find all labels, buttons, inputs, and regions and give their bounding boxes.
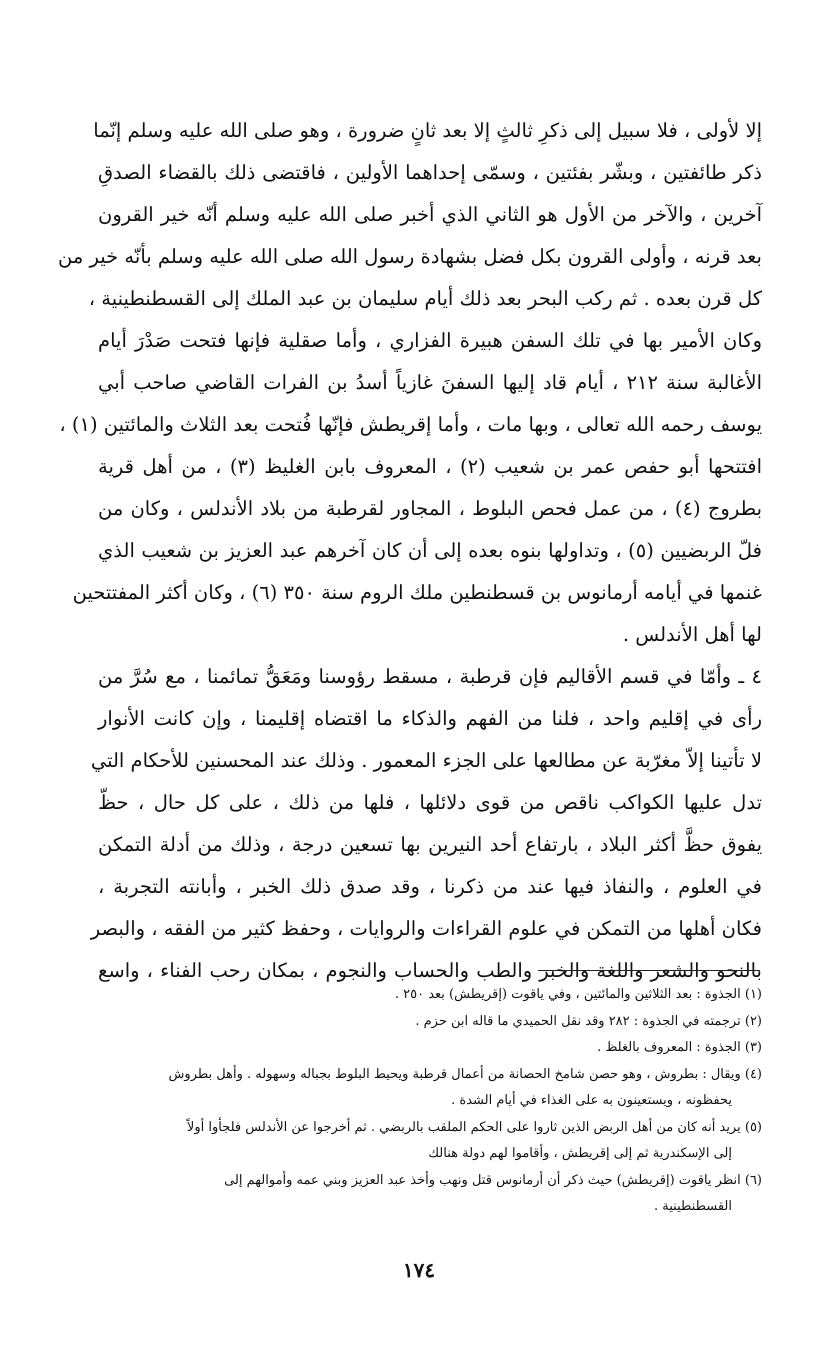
text-line: وكان الأمير بها في تلك السفن هبيرة الفزاري ، وأما صقلية فإنها فتحت صَدْرَ أيام bbox=[98, 329, 762, 352]
footnote-6: (٦) انظر ياقوت (إقريطش) حيث ذكر أن أرمانوس قتل ونهب وأخذ عبد العزيز وبني عمه وأموالهم إلى bbox=[224, 1172, 762, 1188]
text-line: تدل عليها الكواكب ناقص من قوى دلائلها ، فلها من ذلك ، على كل حال ، حظّ bbox=[98, 791, 762, 814]
main-text-block bbox=[58, 110, 763, 992]
text-line: إلا لأولى ، فلا سبيل إلى ذكرِ ثالثٍ إلا بعد ثانٍ ضرورة ، وهو صلى الله عليه وسلم إنّما bbox=[93, 119, 762, 142]
text-line: بطروج (٤) ، من عمل فحص البلوط ، المجاور لقرطبة من بلاد الأندلس ، وكان من bbox=[98, 497, 763, 520]
footnote-5-continued: إلى الإسكندرية ثم إلى إقريطش ، وأقاموا لهم دولة هنالك bbox=[428, 1146, 732, 1161]
text-line: فكان أهلها من التمكن في علوم القراءات والروايات ، وحفظ كثير من الفقه ، والبصر bbox=[90, 917, 762, 940]
page-number: ١٧٤ bbox=[402, 1258, 436, 1282]
text-line: رأى في إقليم واحد ، فلنا من الفهم والذكاء ما اقتضاه إقليمنا ، وإن كانت الأنوار bbox=[98, 707, 762, 730]
text-line: آخرين ، والآخر من الأول هو الثاني الذي أخبر صلى الله عليه وسلم أنّه خير القرون bbox=[98, 203, 762, 226]
text-line: يوسف رحمه الله تعالى ، وبها مات ، وأما إقريطش فإنّها فُتحت بعد الثلاث والمائتين (١) ، bbox=[59, 413, 762, 436]
footnote-1: (١) الجذوة : بعد الثلاثين والمائتين ، وفي ياقوت (إقريطش) بعد ٢٥٠ . bbox=[394, 987, 762, 1002]
text-line: الأغالبة سنة ٢١٢ ، أيام قاد إليها السفنَ غازياً أسدُ بن الفرات القاضي صاحب أبي bbox=[98, 371, 762, 394]
text-line: بعد قرنه ، وأولى القرون بكل فضل بشهادة رسول الله صلى الله عليه وسلم بأنّه خير من bbox=[58, 245, 762, 268]
text-line-paragraph-start: ٤ ـ وأمّا في قسم الأقاليم فإن قرطبة ، مسقط رؤوسنا ومَعَقُّ تمائمنا ، مع سُرَّ من bbox=[98, 665, 762, 688]
footnote-4: (٤) ويقال : بطروش ، وهو حصن شامخ الحصانة من أعمال قرطبة ويحيط البلوط بجباله وسهوله . وأهل بطروش bbox=[168, 1066, 762, 1082]
text-line: في العلوم ، والنفاذ فيها عند من ذكرنا ، وقد صدق ذلك الخبر ، وأبانته التجربة ، bbox=[98, 875, 762, 898]
text-line: بالنحو والشعر واللغة والخبر والطب والحساب والنجوم ، بمكان رحب الفناء ، واسع bbox=[98, 959, 762, 982]
footnote-2: (٢) ترجمته في الجذوة : ٢٨٢ وقد نقل الحميدي ما قاله ابن حزم . bbox=[415, 1013, 762, 1029]
text-line-paragraph-end: لها أهل الأندلس . bbox=[622, 623, 762, 646]
text-line: فلّ الربضيين (٥) ، وتداولها بنوه بعده إلى أن كان آخرهم عبد العزيز بن شعيب الذي bbox=[98, 539, 762, 562]
footnote-divider bbox=[538, 970, 760, 971]
footnotes-block bbox=[102, 982, 762, 1221]
footnote-6-continued: القسطنطينية . bbox=[654, 1199, 732, 1214]
text-line: يفوق حظَّ أكثر البلاد ، بارتفاع أحد النيرين بها تسعين درجة ، وذلك من أدلة التمكن bbox=[98, 833, 762, 856]
text-line: افتتحها أبو حفص عمر بن شعيب (٢) ، المعروف بابن الغليظ (٣) ، من أهل قرية bbox=[98, 455, 763, 478]
text-line: كل قرن بعده . ثم ركب البحر بعد ذلك أيام سليمان بن عبد الملك إلى القسطنطينية ، bbox=[88, 287, 762, 310]
footnote-5: (٥) يريد أنه كان من أهل الربض الذين ثاروا على الحكم الملقب بالربضي . ثم أخرجوا عن الأندلس فلجأوا أولاً bbox=[186, 1119, 762, 1135]
text-line: لا تأتينا إلاّ مغرّبة عن مطالعها على الجزء المعمور . وذلك عند المحسنين للأحكام التي bbox=[90, 749, 762, 772]
footnote-3: (٣) الجذوة : المعروف بالغلظ . bbox=[597, 1040, 762, 1055]
text-line: غنمها في أيامه أرمانوس بن قسطنطين ملك الروم سنة ٣٥٠ (٦) ، وكان أكثر المفتتحين bbox=[72, 581, 762, 604]
text-line: ذكر طائفتين ، وبشّر بفئتين ، وسمّى إحداهما الأولين ، فاقتضى ذلك بالقضاء الصدقِ bbox=[98, 161, 762, 184]
footnote-4-continued: يحفظونه ، ويستعينون به على الغذاء في أيام الشدة . bbox=[451, 1093, 732, 1108]
